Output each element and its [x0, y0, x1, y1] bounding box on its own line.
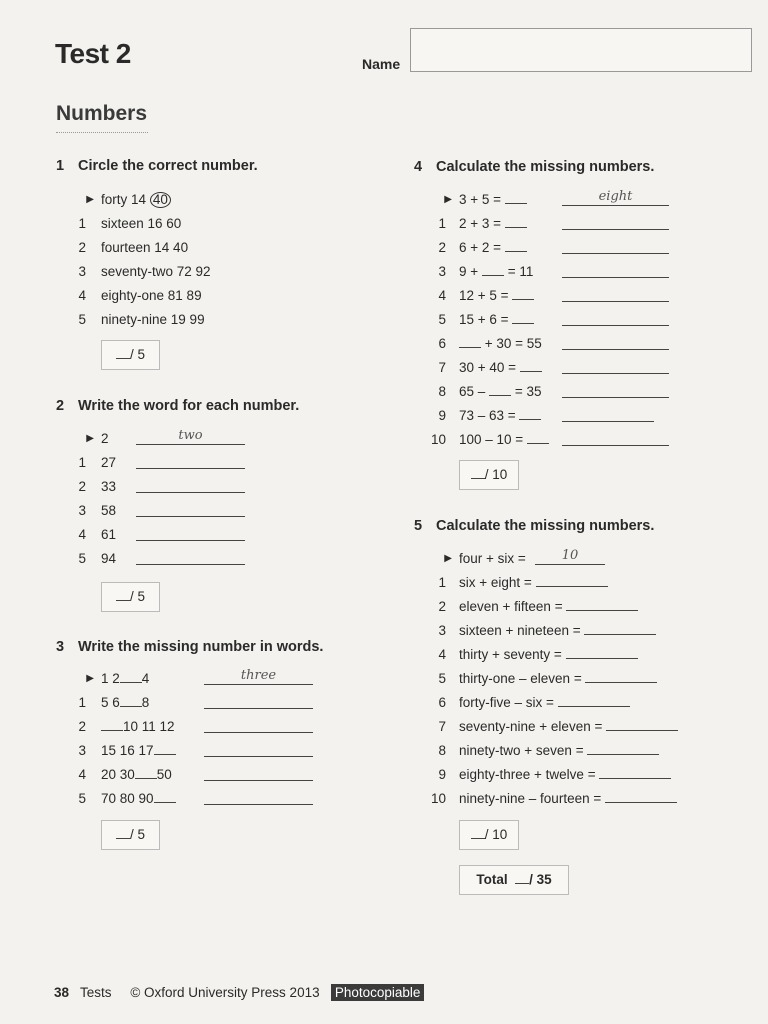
q4-item: 5 15 + 6 =	[414, 310, 684, 330]
q1-item: 4 eighty-one 81 89	[78, 288, 202, 303]
q1-item: 2 fourteen 14 40	[78, 240, 189, 255]
triangle-icon: ▶	[444, 553, 452, 564]
answer-line[interactable]	[136, 453, 245, 469]
answer-line[interactable]	[562, 286, 669, 302]
answer-line[interactable]	[536, 574, 608, 587]
answer-line[interactable]	[562, 310, 669, 326]
triangle-icon: ▶	[86, 194, 94, 205]
q4-item: 4 12 + 5 =	[414, 286, 684, 306]
q3-example-answer: three	[204, 669, 313, 685]
question-3-title: 3 Write the missing number in words.	[56, 639, 324, 655]
answer-line[interactable]	[204, 789, 313, 805]
q1-example: ▶ forty 14 40	[56, 190, 356, 210]
answer-line[interactable]	[558, 694, 630, 707]
q4-item: 2 6 + 2 =	[414, 238, 684, 258]
q5-score-box: / 10	[459, 820, 519, 850]
q5-item: 10 ninety-nine – fourteen =	[414, 789, 704, 809]
answer-line[interactable]	[599, 766, 671, 779]
answer-line[interactable]	[562, 214, 669, 230]
q2-example: ▶ 2 two	[56, 429, 256, 449]
q4-score-box: / 10	[459, 460, 519, 490]
answer-line[interactable]	[136, 477, 245, 493]
q4-item: 3 9 + = 11	[414, 262, 684, 282]
answer-line[interactable]	[562, 382, 669, 398]
footer-section: Tests	[80, 985, 112, 1000]
answer-line[interactable]	[587, 742, 659, 755]
total-score-box: Total / 35	[459, 865, 569, 895]
q3-item: 4 20 30 50	[56, 765, 326, 785]
answer-line[interactable]	[562, 238, 669, 254]
q5-item: 4 thirty + seventy =	[414, 645, 704, 665]
q4-example: ▶ 3 + 5 = eight	[414, 190, 684, 210]
answer-line[interactable]	[562, 406, 654, 422]
answer-line[interactable]	[606, 718, 678, 731]
heading-underline	[56, 132, 148, 133]
q5-item: 2 eleven + fifteen =	[414, 597, 704, 617]
name-label: Name	[362, 56, 401, 72]
q4-item: 10 100 – 10 =	[414, 430, 684, 450]
question-2-title: 2 Write the word for each number.	[56, 398, 300, 414]
q2-item: 4 61	[56, 525, 256, 545]
triangle-icon: ▶	[86, 433, 94, 444]
answer-line[interactable]	[204, 765, 313, 781]
q3-item: 3 15 16 17	[56, 741, 326, 761]
section-heading: Numbers	[56, 102, 148, 125]
q3-score-box: / 5	[101, 820, 160, 850]
q5-item: 5 thirty-one – eleven =	[414, 669, 704, 689]
answer-line[interactable]	[136, 501, 245, 517]
q2-item: 1 27	[56, 453, 256, 473]
triangle-icon: ▶	[86, 673, 94, 684]
q3-item: 2 10 11 12	[56, 717, 326, 737]
footer	[54, 984, 424, 1001]
answer-line[interactable]	[584, 622, 656, 635]
q1-item: 3 seventy-two 72 92	[78, 264, 211, 279]
q1-item: 5 ninety-nine 19 99	[78, 312, 205, 327]
copyright: © Oxford University Press 2013	[130, 985, 320, 1000]
answer-line[interactable]	[562, 334, 669, 350]
q5-example: ▶ four + six = 10	[414, 549, 694, 569]
question-4-title: 4 Calculate the missing numbers.	[414, 159, 655, 175]
q5-item: 7 seventy-nine + eleven =	[414, 717, 704, 737]
q3-example: ▶ 1 2 4 three	[56, 669, 326, 689]
q5-item: 6 forty-five – six =	[414, 693, 704, 713]
question-5-title: 5 Calculate the missing numbers.	[414, 518, 655, 534]
q1-score-box: / 5	[101, 340, 160, 370]
answer-line[interactable]	[585, 670, 657, 683]
q5-item: 9 eighty-three + twelve =	[414, 765, 704, 785]
answer-line[interactable]	[204, 693, 313, 709]
photocopiable-badge: Photocopiable	[331, 984, 425, 1001]
answer-line[interactable]	[566, 646, 638, 659]
q5-example-answer: 10	[535, 549, 605, 565]
q4-item: 7 30 + 40 =	[414, 358, 684, 378]
q4-item: 8 65 – = 35	[414, 382, 684, 402]
q3-item: 1 5 6 8	[56, 693, 326, 713]
q2-example-answer: two	[136, 429, 245, 445]
q4-item: 9 73 – 63 =	[414, 406, 684, 426]
answer-line[interactable]	[136, 525, 245, 541]
answer-line[interactable]	[562, 262, 669, 278]
answer-line[interactable]	[562, 358, 669, 374]
q2-item: 3 58	[56, 501, 256, 521]
q5-item: 1 six + eight =	[414, 573, 704, 593]
answer-line[interactable]	[136, 549, 245, 565]
answer-line[interactable]	[566, 598, 638, 611]
triangle-icon: ▶	[444, 194, 452, 205]
answer-line[interactable]	[605, 790, 677, 803]
q1-item: 1 sixteen 16 60	[78, 216, 182, 231]
q2-item: 2 33	[56, 477, 256, 497]
q3-item: 5 70 80 90	[56, 789, 326, 809]
q2-score-box: / 5	[101, 582, 160, 612]
q5-item: 8 ninety-two + seven =	[414, 741, 704, 761]
q4-item: 6 + 30 = 55	[414, 334, 684, 354]
q2-item: 5 94	[56, 549, 256, 569]
name-field[interactable]	[410, 28, 752, 72]
q4-item: 1 2 + 3 =	[414, 214, 684, 234]
answer-line[interactable]	[204, 717, 313, 733]
q4-example-answer: eight	[562, 190, 669, 206]
circled-answer: 40	[150, 192, 171, 208]
question-1-title: 1 Circle the correct number.	[56, 158, 258, 174]
page-number: 38	[54, 985, 70, 1000]
q5-item: 3 sixteen + nineteen =	[414, 621, 704, 641]
answer-line[interactable]	[204, 741, 313, 757]
answer-line[interactable]	[562, 430, 669, 446]
page-title: Test 2	[55, 38, 131, 69]
